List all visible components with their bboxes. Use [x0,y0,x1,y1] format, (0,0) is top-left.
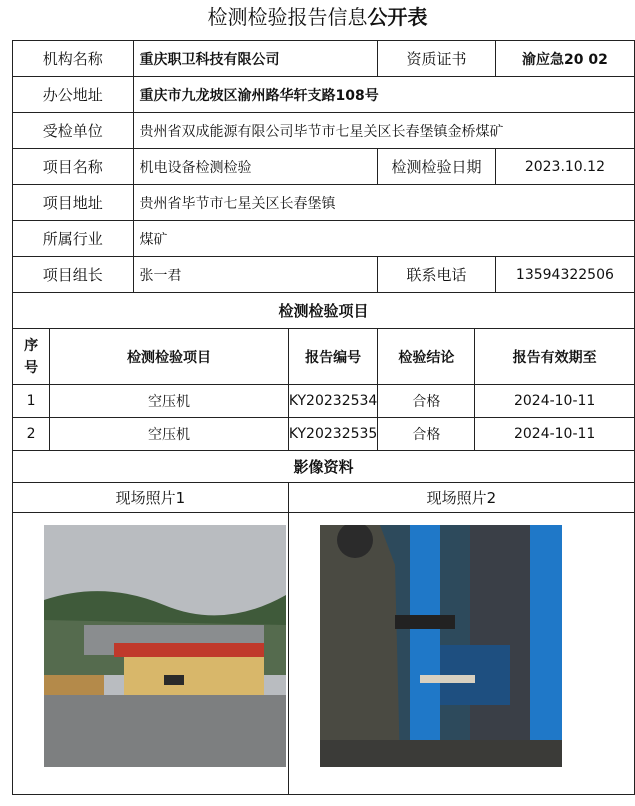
row-item: 空压机 [50,385,289,418]
row-result: 合格 [378,385,475,418]
photo1-cell [13,513,289,795]
unit-label: 受检单位 [13,113,134,149]
project-label: 项目名称 [13,149,134,185]
cert-label: 资质证书 [378,41,495,77]
address-label: 办公地址 [13,77,134,113]
date-value: 2023.10.12 [495,149,634,185]
site-label: 项目地址 [13,185,134,221]
phone-value: 13594322506 [495,257,634,293]
date-label: 检测检验日期 [378,149,495,185]
unit-value: 贵州省双成能源有限公司毕节市七星关区长春堡镇金桥煤矿 [133,113,634,149]
row-result: 合格 [378,418,475,451]
org-value: 重庆职卫科技有限公司 [133,41,378,77]
page-title: 检测检验报告信息公开表 [207,5,428,29]
table-row [13,418,635,451]
org-label: 机构名称 [13,41,134,77]
table-row [13,385,635,418]
address-value: 重庆市九龙坡区渝州路华轩支路108号 [133,77,634,113]
header-result: 检验结论 [378,329,475,385]
row-seq: 2 [13,418,50,451]
header-report: 报告编号 [288,329,378,385]
photos-heading: 影像资料 [13,451,635,483]
site-photo-1 [44,525,286,767]
photo1-label: 现场照片1 [13,483,289,513]
industry-value: 煤矿 [133,221,634,257]
leader-label: 项目组长 [13,257,134,293]
header-seq: 序号 [13,329,50,385]
cert-value: 渝应急20 02 [495,41,634,77]
report-table [12,40,635,795]
site-value: 贵州省毕节市七星关区长春堡镇 [133,185,634,221]
phone-label: 联系电话 [378,257,495,293]
header-valid: 报告有效期至 [475,329,635,385]
row-report: KY20232534 [288,385,378,418]
leader-value: 张一君 [133,257,378,293]
photo2-label: 现场照片2 [288,483,634,513]
row-valid: 2024-10-11 [475,385,635,418]
row-report: KY20232535 [288,418,378,451]
industry-label: 所属行业 [13,221,134,257]
site-photo-2 [320,525,562,767]
header-item: 检测检验项目 [50,329,289,385]
row-valid: 2024-10-11 [475,418,635,451]
project-value: 机电设备检测检验 [133,149,378,185]
items-heading: 检测检验项目 [13,293,635,329]
row-item: 空压机 [50,418,289,451]
photo2-cell [288,513,634,795]
row-seq: 1 [13,385,50,418]
